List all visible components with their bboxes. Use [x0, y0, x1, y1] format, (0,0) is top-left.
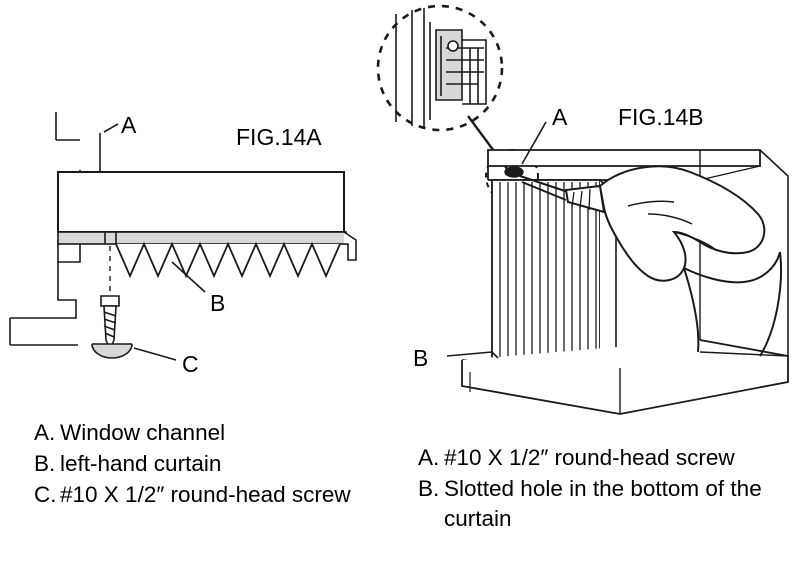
round-head-screw	[92, 296, 132, 358]
legend-text: #10 X 1/2″ round-head screw	[444, 445, 735, 470]
hand-illustration	[600, 166, 781, 356]
leader-a-left-tick	[104, 124, 118, 132]
legend-item	[34, 449, 394, 479]
legend-key: B.	[34, 451, 56, 476]
channel-gray-band	[58, 232, 346, 244]
legend-item	[418, 474, 788, 534]
legend-item	[34, 480, 394, 510]
fig14b-legend	[418, 443, 788, 535]
leader-b-right	[447, 352, 492, 356]
fig14a-legend	[34, 418, 394, 511]
fig14a-title: FIG.14A	[236, 124, 322, 150]
legend-item	[418, 443, 788, 473]
legend-key: B.	[418, 476, 440, 501]
fig14b-group	[378, 6, 788, 414]
callout-b-fig14a: B	[210, 290, 226, 316]
leader-c-left	[134, 348, 176, 360]
legend-key: C.	[34, 482, 57, 507]
legend-text: Window channel	[60, 420, 226, 445]
callout-b-fig14b: B	[413, 345, 429, 371]
fig14b-title: FIG.14B	[618, 104, 704, 130]
legend-item	[34, 418, 394, 448]
legend-text: Slotted hole in the bottom of the curtain	[444, 476, 762, 531]
callout-a-fig14b: A	[552, 104, 568, 130]
channel-end-cap	[344, 232, 356, 260]
window-channel-body	[58, 172, 344, 232]
callout-a-fig14a: A	[121, 112, 137, 138]
left-hand-curtain-teeth	[116, 244, 340, 276]
callout-c-fig14a: C	[182, 351, 199, 377]
legend-key: A.	[34, 420, 56, 445]
legend-text: left-hand curtain	[60, 451, 222, 476]
legend-text: #10 X 1/2″ round-head screw	[60, 482, 351, 507]
legend-key: A.	[418, 445, 440, 470]
